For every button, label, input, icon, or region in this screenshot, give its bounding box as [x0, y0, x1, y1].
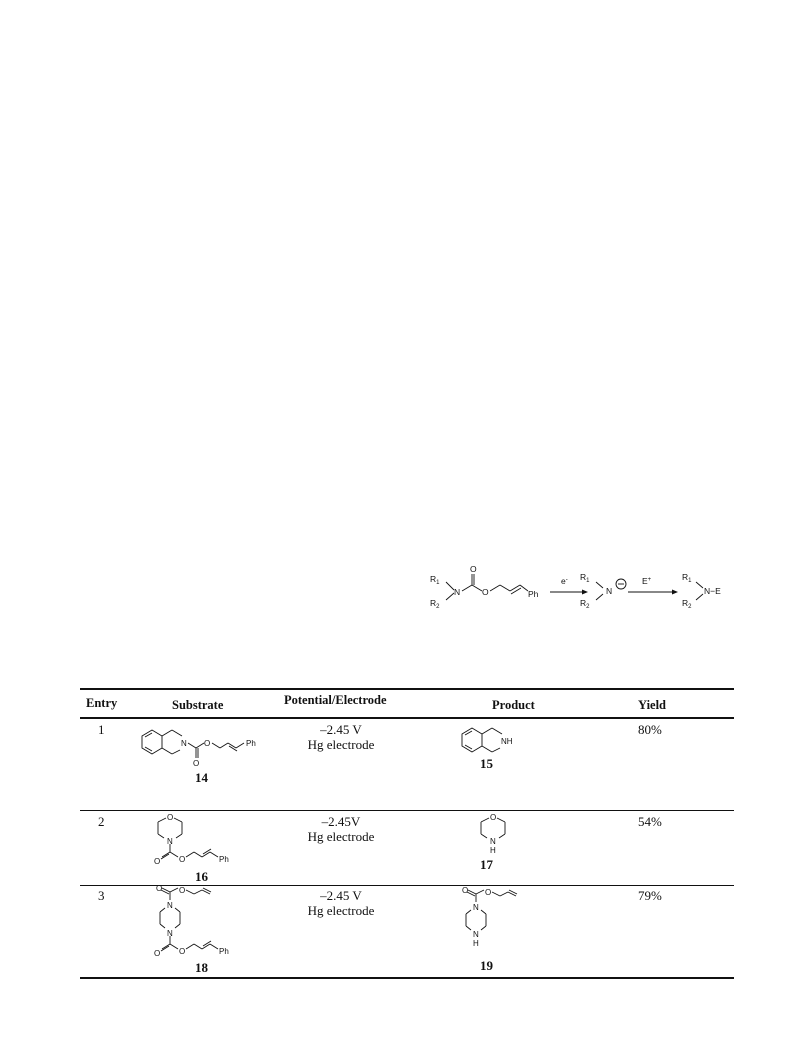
row1-product-structure — [458, 724, 538, 760]
scheme-r1: $R_1$ — [430, 574, 440, 586]
scheme-anion-n: N — [606, 586, 613, 596]
row2-substrate-o-ring: O — [167, 813, 174, 822]
scheme-o-ester: O — [482, 587, 489, 597]
row2-substrate-o1: O — [154, 857, 161, 866]
row2-electrode: Hg electrode — [307, 829, 375, 844]
row3-yield: 79% — [638, 888, 662, 903]
row3-potential: –2.45 V — [320, 888, 362, 903]
row2-substrate-structure — [152, 812, 272, 870]
row1-electrode: Hg electrode — [307, 737, 375, 752]
header-substrate: Substrate — [172, 698, 224, 712]
row3-substrate-id: 18 — [195, 960, 208, 975]
row3-product-o2: O — [485, 888, 492, 897]
header-potential: Potential/Electrode — [284, 693, 387, 707]
row3-product-id: 19 — [480, 958, 493, 973]
row3-substrate-o-top2: O — [179, 886, 186, 895]
row2-substrate-id: 16 — [195, 869, 208, 884]
reaction-scheme — [420, 560, 740, 640]
row3-substrate-o-top1: O — [156, 886, 163, 893]
row2-yield: 54% — [638, 814, 662, 829]
row1-substrate-id: 14 — [195, 770, 208, 785]
row3-product-n-bot: N — [473, 930, 479, 939]
row3-electrode: Hg electrode — [307, 903, 375, 918]
scheme-o-carbonyl: O — [470, 564, 477, 574]
row3-product-structure — [452, 886, 532, 958]
row1-yield: 80% — [638, 722, 662, 737]
scheme-n: N — [454, 587, 461, 597]
scheme-product-r1: $R_1$ — [682, 572, 692, 584]
row1-substrate-ph: Ph — [246, 739, 256, 748]
row3-substrate-o-bot2: O — [179, 947, 186, 956]
row3-product-n-top: N — [473, 903, 479, 912]
scheme-electrophile: E+ — [642, 576, 652, 586]
row3-substrate-o-bot1: O — [154, 949, 161, 958]
header-entry: Entry — [86, 696, 118, 710]
row3-product-h: H — [473, 939, 479, 948]
row1-substrate-o1: O — [193, 759, 200, 768]
row2-product-n: N — [490, 837, 496, 846]
row2-entry: 2 — [98, 814, 105, 829]
scheme-r2: $R_2$ — [430, 598, 440, 610]
row2-potential: –2.45V — [321, 814, 361, 829]
row1-substrate-n: N — [181, 739, 187, 748]
header-yield: Yield — [638, 698, 667, 712]
row2-substrate-n: N — [167, 837, 173, 846]
row1-product-id: 15 — [480, 756, 493, 771]
row1-entry: 1 — [98, 722, 105, 737]
table-bottom-rule — [80, 977, 734, 979]
row2-substrate-o2: O — [179, 855, 186, 864]
scheme-electron: e- — [561, 576, 568, 586]
scheme-anion-r2: $R_2$ — [580, 598, 590, 610]
row2-product-id: 17 — [480, 857, 493, 872]
row3-entry: 3 — [98, 888, 105, 903]
row1-substrate-structure — [136, 722, 266, 770]
row3-substrate-structure — [152, 886, 272, 962]
row2-product-o: O — [490, 813, 497, 822]
row1-potential: –2.45 V — [320, 722, 362, 737]
row1-rule — [80, 810, 734, 811]
row1-product-nh: NH — [501, 737, 513, 746]
scheme-ph: Ph — [528, 589, 539, 599]
row2-product-h: H — [490, 846, 496, 855]
table-top-rule — [80, 688, 734, 690]
row2-product-structure — [473, 812, 513, 860]
header-product: Product — [492, 698, 535, 712]
row3-product-o1: O — [462, 886, 469, 895]
row3-substrate-n-bot: N — [167, 929, 173, 938]
row3-substrate-n-top: N — [167, 901, 173, 910]
scheme-product-r2: $R_2$ — [682, 598, 692, 610]
header-bottom-rule — [80, 717, 734, 719]
scheme-product-ne: N−E — [704, 586, 721, 596]
row1-substrate-o2: O — [204, 739, 211, 748]
row2-substrate-ph: Ph — [219, 855, 229, 864]
row3-substrate-ph: Ph — [219, 947, 229, 956]
scheme-anion-r1: $R_1$ — [580, 572, 590, 584]
